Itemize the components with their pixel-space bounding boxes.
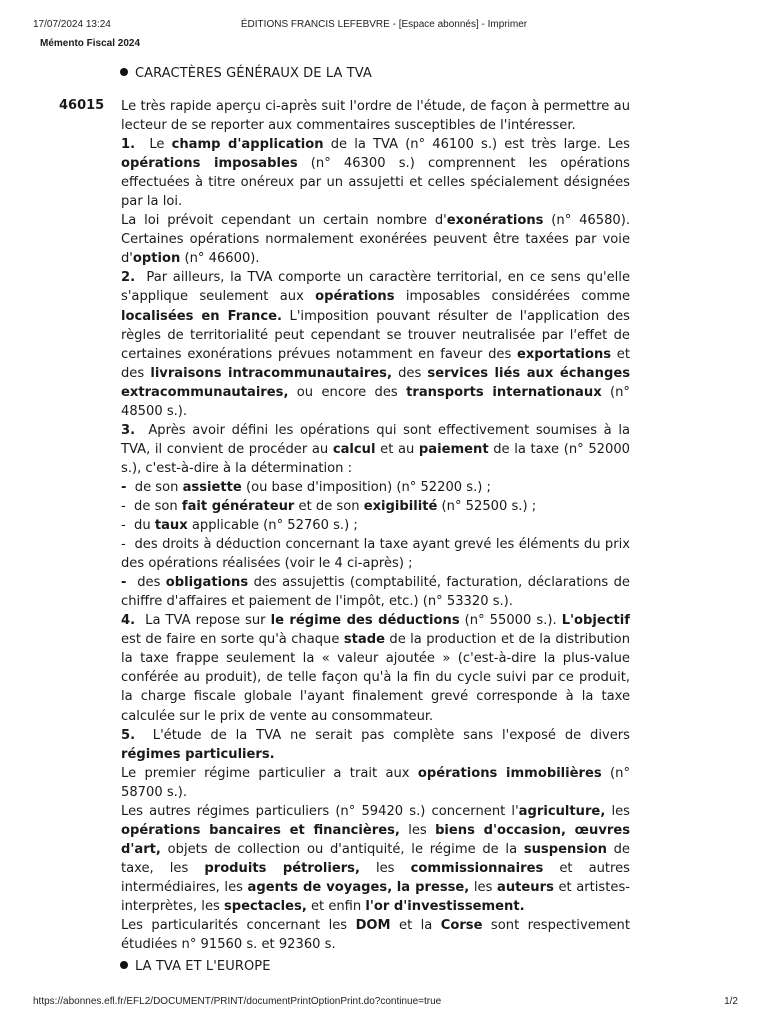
- page-number: 1/2: [724, 996, 738, 1007]
- point-5-continued: Les autres régimes particuliers (n° 59420 s.) concernent l'agriculture, les opérations bancaires et financières, les biens d'occasion, œuvres d'art, objets de collection ou d'antiquité, le régime de la suspension de taxe, les produits pétroliers, les commissionnaires et autres intermédiaires, les agents de voyages, la presse, les auteurs et artistes-interprètes, les spectacles, et enfin l'or d'investissement.: [121, 803, 630, 914]
- point-5-continued: Les particularités concernant les DOM et la Corse sont respectivement étudiées n° 91560 s. et 92360 s.: [121, 918, 630, 953]
- point-5-continued: Le premier régime particulier a trait aux opérations immobilières (n° 58700 s.).: [121, 765, 630, 800]
- point-2: 2. Par ailleurs, la TVA comporte un caractère territorial, en ce sens qu'elle s'applique seulement aux opérations imposables considérées comme localisées en France. L'imposition pouvant résulter de l'application des règles de territorialité peut cependant se trouver neutralisée par l'effet de certaines exonérations prévues notamment en faveur des exportations et des livraisons intracommunautaires, des services liés aux échanges extracommunautaires, ou encore des transports internationaux (n° 48500 s.).: [121, 270, 631, 419]
- print-footer-url: https://abonnes.efl.fr/EFL2/DOCUMENT/PRINT/documentPrintOptionPrint.do?continue=true: [33, 996, 442, 1007]
- point-3: 3. Après avoir défini les opérations qui sont effectivement soumises à la TVA, il convient de procéder au calcul et au paiement de la taxe (n° 52000 s.), c'est-à-dire à la détermination :: [121, 422, 630, 476]
- point-5: 5. L'étude de la TVA ne serait pas complète sans l'exposé de divers régimes particuliers.: [121, 727, 630, 762]
- list-item: - des droits à déduction concernant la taxe ayant grevé les éléments du prix des opérations réalisées (voir le 4 ci-après) ;: [121, 537, 630, 572]
- section-heading: [120, 66, 372, 81]
- section-heading-text: CARACTÈRES GÉNÉRAUX DE LA TVA: [135, 66, 372, 81]
- list-item: - de son assiette (ou base d'imposition) (n° 52200 s.) ;: [121, 479, 491, 495]
- list-item: - des obligations des assujettis (comptabilité, facturation, déclarations de chiffre d'affaires et paiement de l'impôt, etc.) (n° 53320 s.).: [121, 575, 630, 610]
- list-item: - de son fait générateur et de son exigibilité (n° 52500 s.) ;: [121, 498, 537, 514]
- point-1-continued: La loi prévoit cependant un certain nombre d'exonérations (n° 46580). Certaines opérations normalement exonérées peuvent être taxées par voie d'option (n° 46600).: [121, 213, 630, 267]
- book-title: Mémento Fiscal 2024: [40, 38, 141, 49]
- paragraph-number: 46015: [59, 98, 105, 113]
- section-heading-text: LA TVA ET L'EUROPE: [135, 959, 271, 974]
- point-4: 4. La TVA repose sur le régime des déductions (n° 55000 s.). L'objectif est de faire en sorte qu'à chaque stade de la production et de la distribution la taxe frappe seulement la « valeur ajoutée » (c'est-à-dire la plus-value conférée au produit), de telle façon qu'à la fin du cycle suivi par ce produit, la charge fiscale globale l'ayant finalement grevé corresponde à la taxe calculée sur le prix de vente au consommateur.: [121, 613, 630, 724]
- section-heading: [120, 959, 271, 974]
- intro-paragraph: Le très rapide aperçu ci-après suit l'ordre de l'étude, de façon à permettre au lecteur de se reporter aux commentaires susceptibles de l'intéresser.: [121, 99, 630, 134]
- bullet-icon: [120, 961, 128, 969]
- paragraph-body: [121, 97, 630, 954]
- list-item: - du taux applicable (n° 52760 s.) ;: [121, 518, 358, 534]
- bullet-icon: [120, 68, 128, 76]
- print-header-title: ÉDITIONS FRANCIS LEFEBVRE - [Espace abonnés] - Imprimer: [240, 19, 528, 30]
- print-datetime: 17/07/2024 13:24: [33, 19, 111, 30]
- point-1: 1. Le champ d'application de la TVA (n° 46100 s.) est très large. Les opérations imposables (n° 46300 s.) comprennent les opérations effectuées à titre onéreux par un assujetti et celles spécialement désignées par la loi.: [121, 137, 631, 210]
